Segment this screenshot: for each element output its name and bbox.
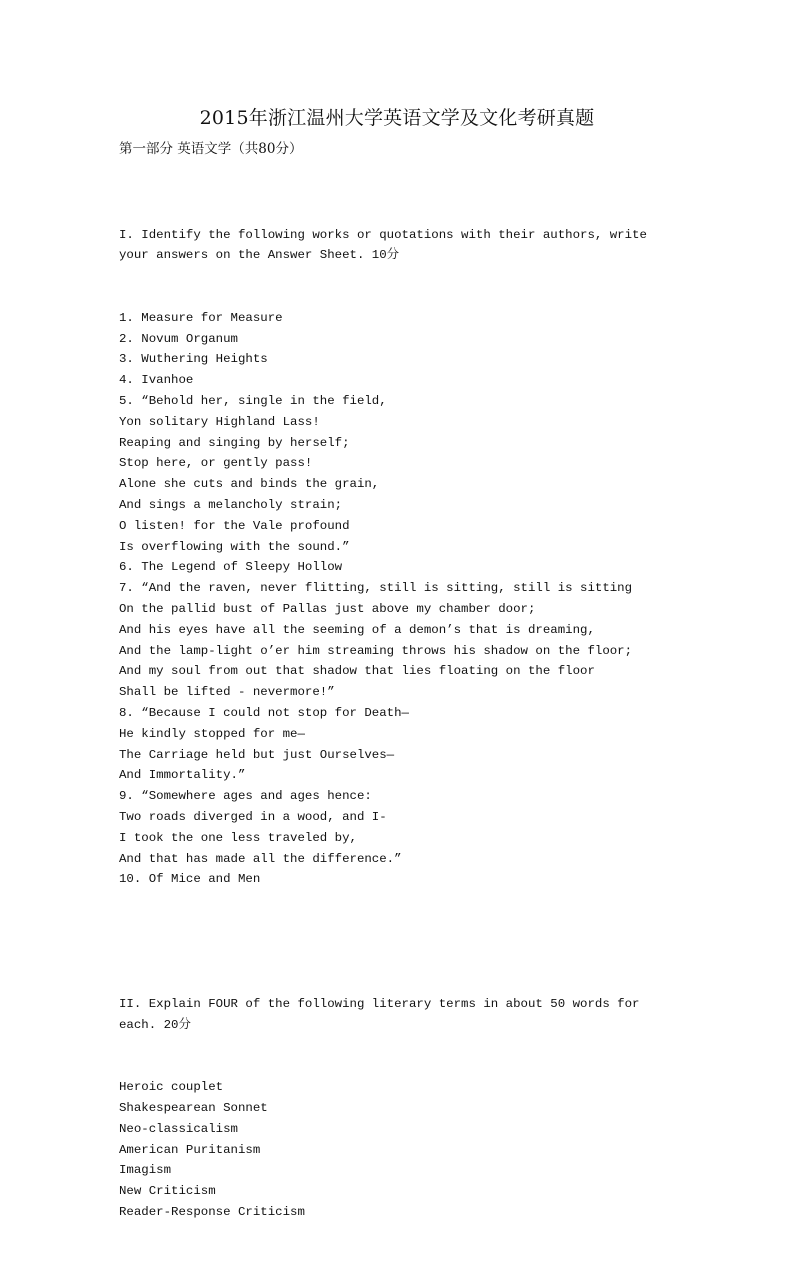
- section-2-list: [119, 1077, 679, 1223]
- list-item: New Criticism: [119, 1184, 216, 1199]
- page-title: 2015年浙江温州大学英语文学及文化考研真题: [199, 107, 595, 129]
- list-item: 4. Ivanhoe: [119, 373, 194, 388]
- part-subtitle: 第一部分 英语文学（共80分）: [119, 141, 303, 157]
- list-item: 1. Measure for Measure: [119, 310, 283, 325]
- list-item: And sings a melancholy strain;: [119, 497, 343, 512]
- list-item: Heroic couplet: [119, 1080, 224, 1095]
- list-item: Two roads diverged in a wood, and I-: [119, 809, 387, 824]
- list-item: And his eyes have all the seeming of a demon’s that is dreaming,: [119, 622, 595, 637]
- list-item: Yon solitary Highland Lass!: [119, 414, 320, 429]
- list-item: Reader-Response Criticism: [119, 1205, 305, 1220]
- section-1-list: [119, 308, 679, 890]
- list-item: And my soul from out that shadow that lies floating on the floor: [119, 664, 595, 679]
- list-item: And the lamp-light o’er him streaming throws his shadow on the floor;: [119, 643, 633, 658]
- list-item: 2. Novum Organum: [119, 331, 238, 346]
- list-item: 10. Of Mice and Men: [119, 872, 261, 887]
- list-item: Neo-classicalism: [119, 1121, 238, 1136]
- spacer: [119, 932, 679, 953]
- list-item: American Puritanism: [119, 1142, 261, 1157]
- section-2-heading: II. Explain FOUR of the following literary terms in about 50 words for each. 20分: [119, 997, 647, 1032]
- list-item: Reaping and singing by herself;: [119, 435, 350, 450]
- list-item: And Immortality.”: [119, 768, 246, 783]
- list-item: 5. “Behold her, single in the field,: [119, 393, 387, 408]
- list-item: 7. “And the raven, never flitting, still is sitting, still is sitting: [119, 581, 633, 596]
- list-item: He kindly stopped for me—: [119, 726, 305, 741]
- list-item: 8. “Because I could not stop for Death—: [119, 705, 409, 720]
- list-item: And that has made all the difference.”: [119, 851, 402, 866]
- document-body: [119, 183, 679, 1264]
- list-item: The Carriage held but just Ourselves—: [119, 747, 395, 762]
- list-item: Imagism: [119, 1163, 172, 1178]
- list-item: 3. Wuthering Heights: [119, 352, 268, 367]
- list-item: Shakespearean Sonnet: [119, 1101, 268, 1116]
- list-item: O listen! for the Vale profound: [119, 518, 350, 533]
- list-item: Alone she cuts and binds the grain,: [119, 477, 380, 492]
- list-item: Shall be lifted - nevermore!”: [119, 685, 335, 700]
- section-1-heading: I. Identify the following works or quotations with their authors, write your answers on the Answer Sheet. 10分: [119, 227, 655, 263]
- list-item: 6. The Legend of Sleepy Hollow: [119, 560, 343, 575]
- list-item: Is overflowing with the sound.”: [119, 539, 350, 554]
- list-item: I took the one less traveled by,: [119, 830, 357, 845]
- list-item: 9. “Somewhere ages and ages hence:: [119, 789, 372, 804]
- list-item: Stop here, or gently pass!: [119, 456, 313, 471]
- list-item: On the pallid bust of Pallas just above my chamber door;: [119, 601, 536, 616]
